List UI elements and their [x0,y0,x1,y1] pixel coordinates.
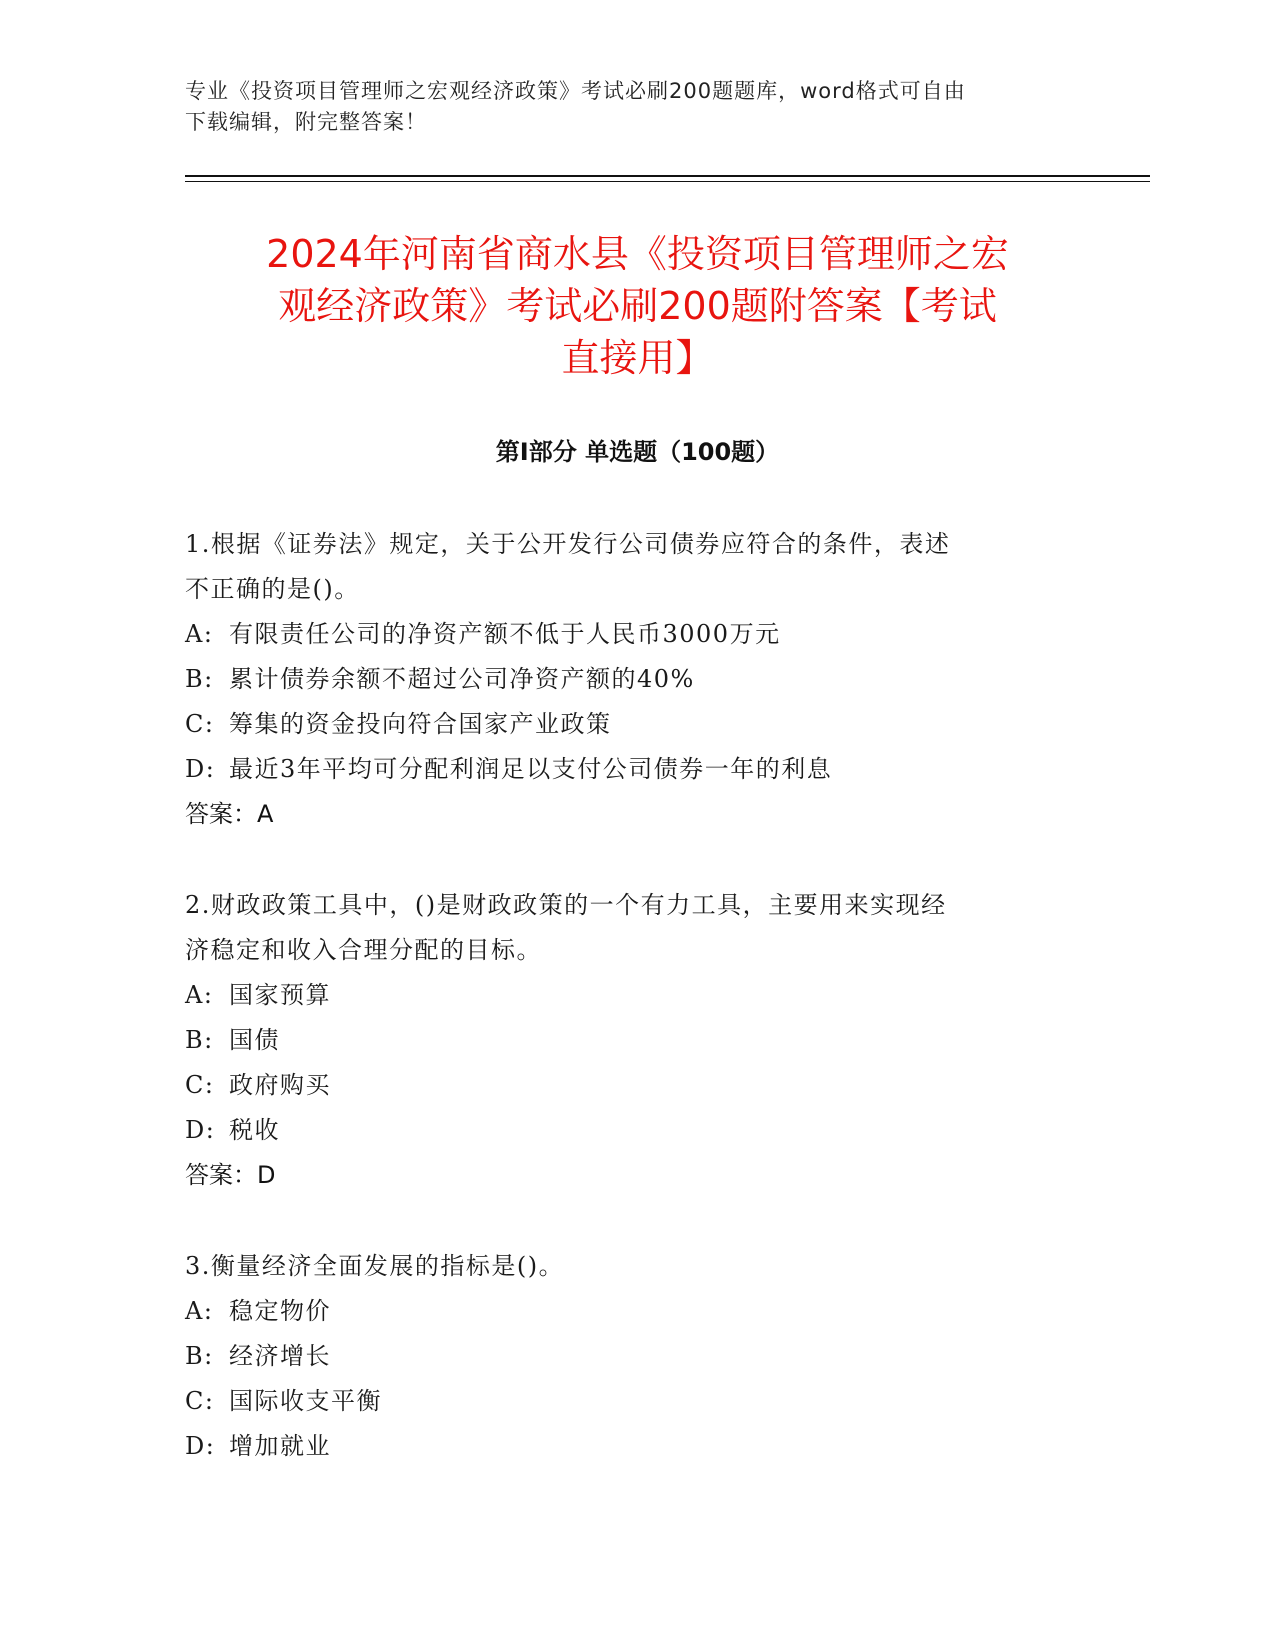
option-key: A: [185,1297,214,1325]
question-3 [185,1244,1065,1469]
question-stem-line-2: 不正确的是()。 [185,575,360,603]
question-list [185,522,1065,1515]
option-key: A: [185,620,214,648]
option-c [185,1379,1065,1424]
header-note-line-2: 下载编辑，附完整答案！ [185,110,427,134]
option-text: 最近3年平均可分配利润足以支付公司债券一年的利息 [229,755,833,783]
option-c [185,702,1065,747]
option-d [185,1108,1065,1153]
option-b [185,657,1065,702]
option-text: 经济增长 [229,1342,331,1370]
option-text: 筹集的资金投向符合国家产业政策 [229,710,612,738]
option-key: C: [185,710,215,738]
question-2 [185,883,1065,1198]
header-note [185,76,1085,138]
document-title-line-1: 2024年河南省商水县《投资项目管理师之宏 [266,232,1009,276]
question-stem [185,1244,1065,1289]
option-d [185,1424,1065,1469]
header-note-line-1: 专业《投资项目管理师之宏观经济政策》考试必刷200题题库，word格式可自由 [185,79,966,103]
option-key: B: [185,1026,214,1054]
option-a [185,1289,1065,1334]
option-text: 税收 [229,1116,280,1144]
document-title-line-2: 观经济政策》考试必刷200题附答案【考试 [278,284,997,328]
question-stem [185,883,1065,973]
option-text: 国际收支平衡 [229,1387,382,1415]
option-key: C: [185,1071,215,1099]
option-key: D: [185,1432,216,1460]
question-stem [185,522,1065,612]
header-rule-thick [185,175,1150,177]
option-text: 国家预算 [229,981,331,1009]
document-title [185,228,1090,384]
section-heading: 第Ⅰ部分 单选题（100题） [495,438,780,466]
option-b [185,1018,1065,1063]
option-text: 国债 [229,1026,280,1054]
header-rule-thin [185,181,1150,182]
option-key: B: [185,1342,214,1370]
option-a [185,612,1065,657]
option-key: B: [185,665,214,693]
option-key: A: [185,981,214,1009]
option-text: 累计债券余额不超过公司净资产额的40% [229,665,695,693]
option-d [185,747,1065,792]
option-b [185,1334,1065,1379]
answer: 答案：D [185,1161,276,1189]
question-stem-line-1: 2.财政政策工具中，()是财政政策的一个有力工具，主要用来实现经 [185,891,947,919]
question-1 [185,522,1065,837]
option-text: 增加就业 [229,1432,331,1460]
document-title-line-3: 直接用】 [561,336,714,380]
question-stem-line-1: 1.根据《证券法》规定，关于公开发行公司债券应符合的条件，表述 [185,530,951,558]
answer: 答案：A [185,800,274,828]
option-text: 稳定物价 [229,1297,331,1325]
option-c [185,1063,1065,1108]
question-stem-line-1: 3.衡量经济全面发展的指标是()。 [185,1252,565,1280]
option-text: 政府购买 [229,1071,331,1099]
option-key: C: [185,1387,215,1415]
option-text: 有限责任公司的净资产额不低于人民币3000万元 [229,620,781,648]
question-stem-line-2: 济稳定和收入合理分配的目标。 [185,936,542,964]
option-key: D: [185,755,216,783]
option-a [185,973,1065,1018]
option-key: D: [185,1116,216,1144]
